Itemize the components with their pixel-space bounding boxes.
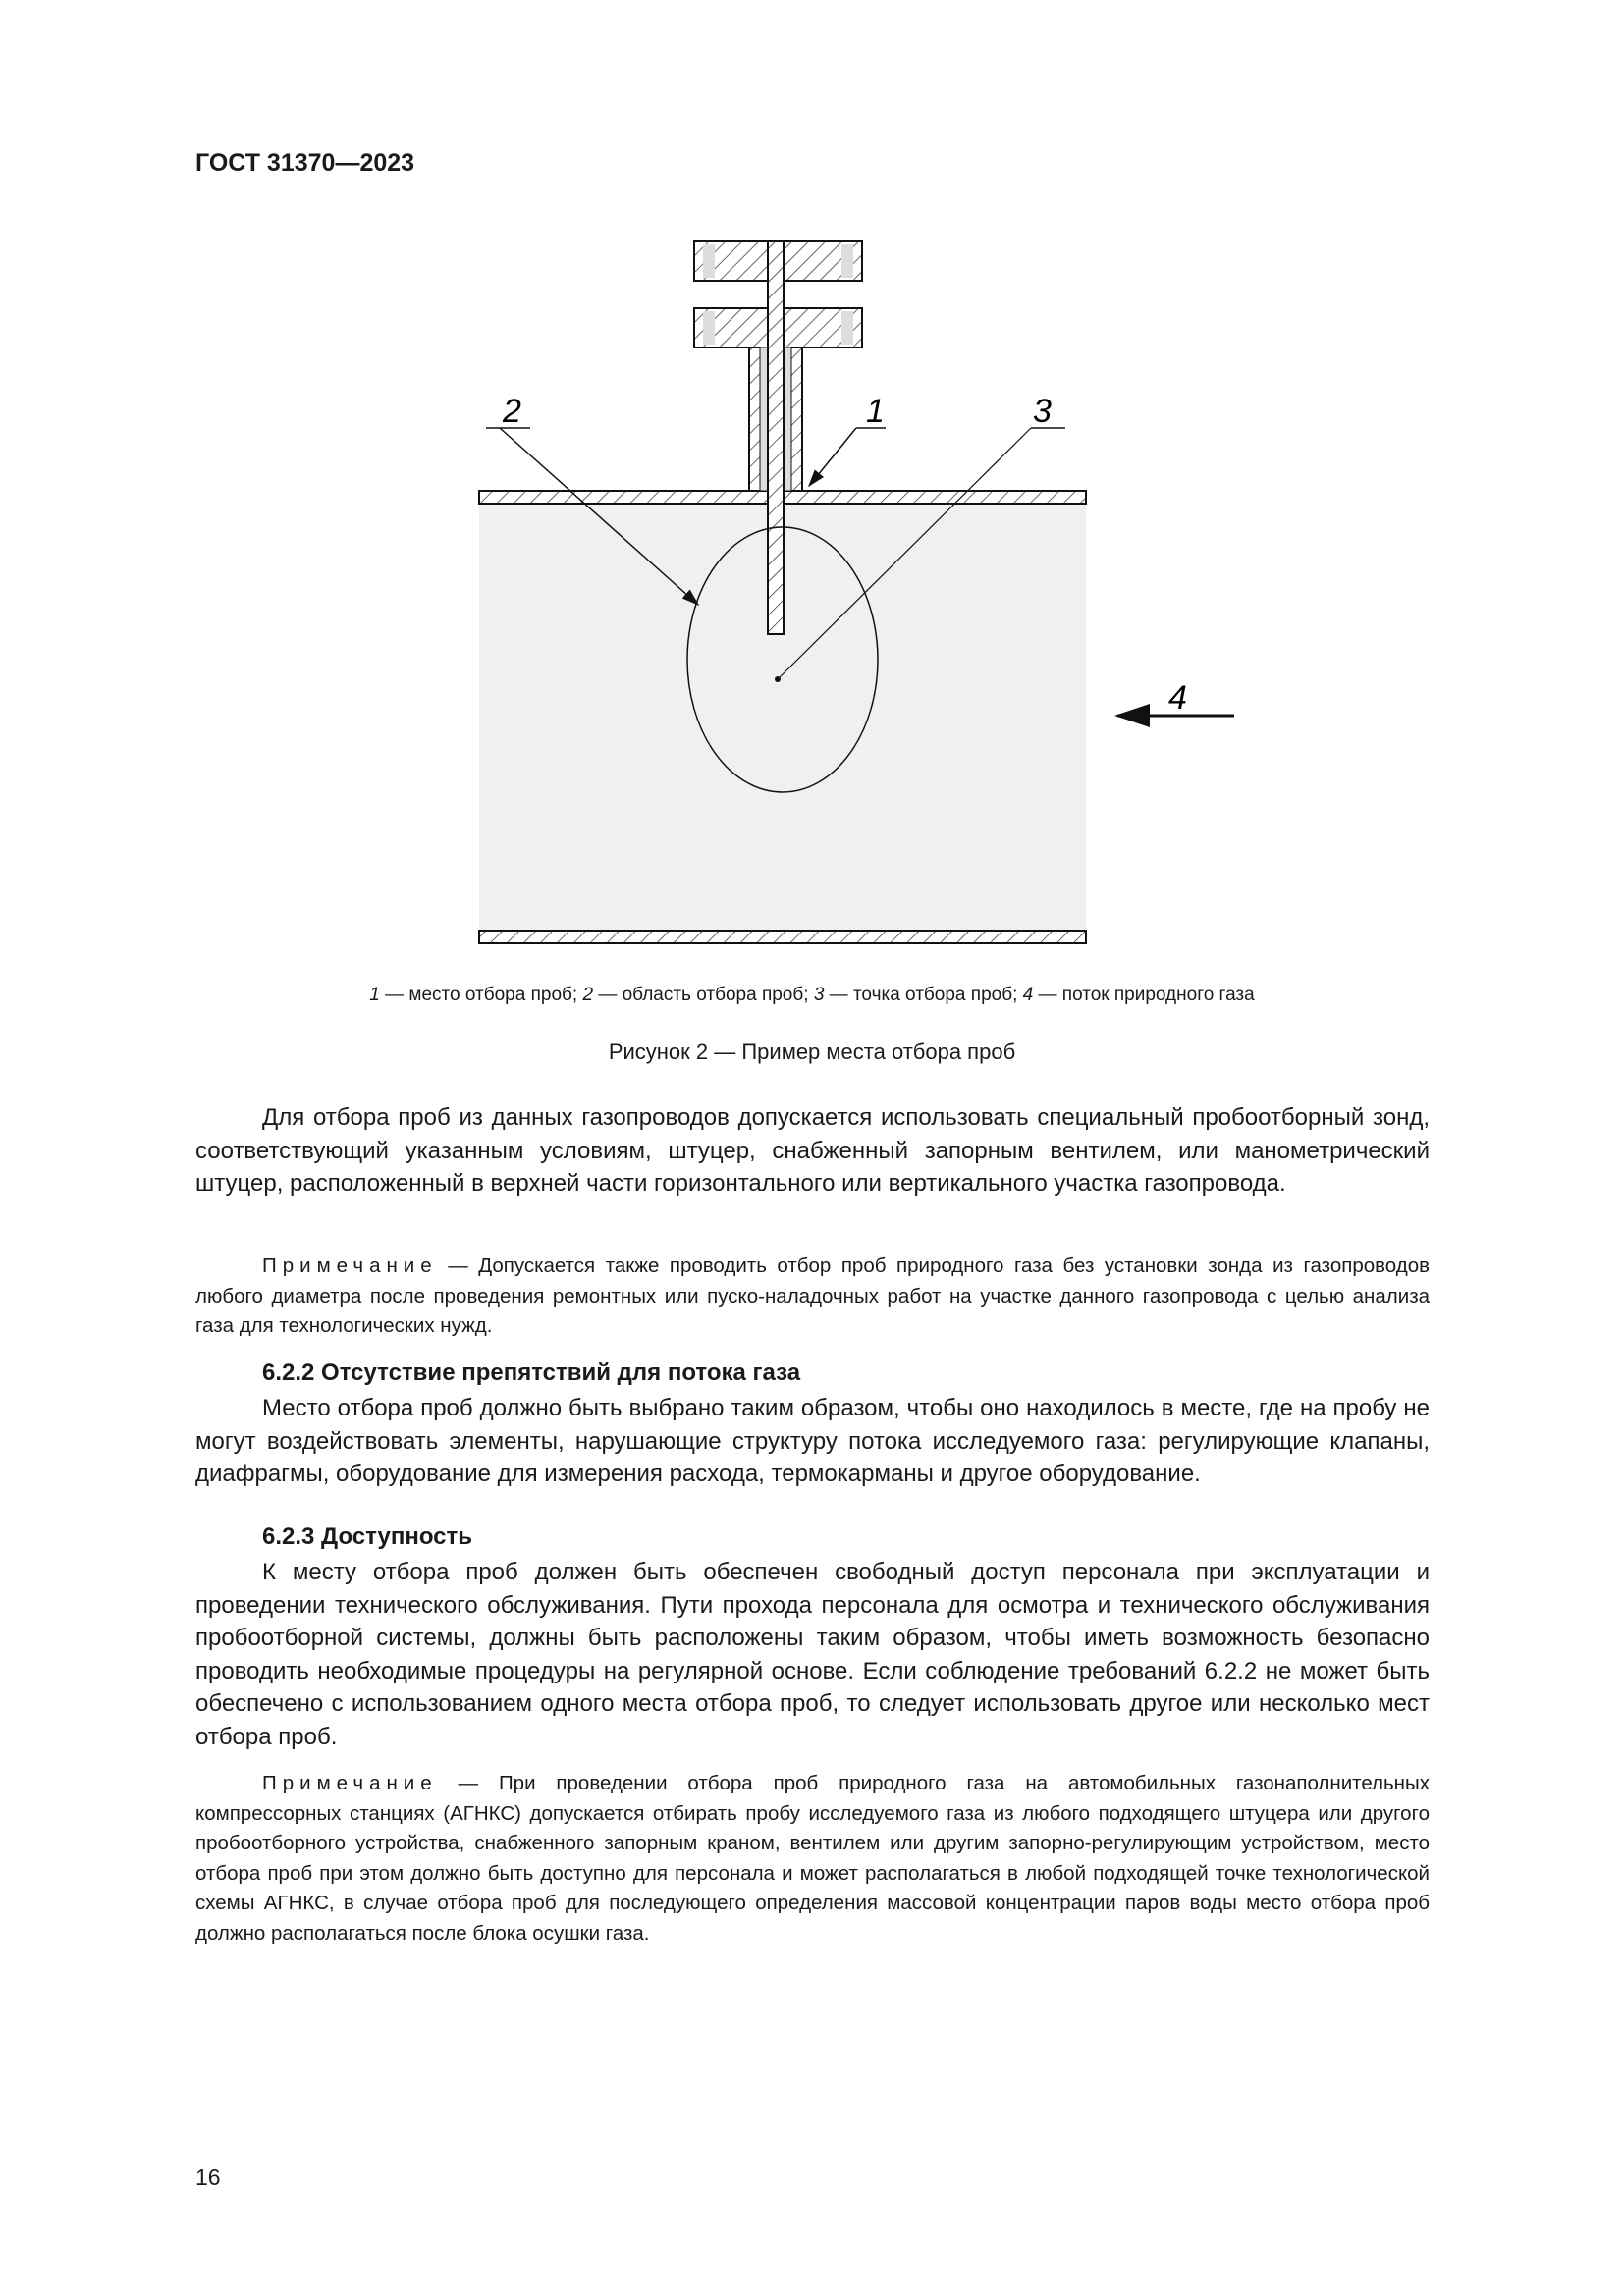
- document-header: ГОСТ 31370—2023: [195, 149, 415, 177]
- label-3: 3: [1033, 393, 1052, 430]
- figure-legend: 1 — место отбора проб; 2 — область отбора проб; 3 — точка отбора проб; 4 — поток природного газа: [369, 985, 1255, 1005]
- paragraph: Место отбора проб должно быть выбрано таким образом, чтобы оно находилось в месте, где на пробу не могут воздействовать элементы, нарушающие структуру потока исследуемого газа: регулирующие клапаны, диафрагмы, оборудование для измерения расхода, термокарманы и другое оборудование.: [195, 1395, 1430, 1487]
- page-number: 16: [195, 2164, 221, 2190]
- figure-sampling-point-diagram: [0, 0, 1624, 982]
- section-heading-6-2-2: 6.2.2 Отсутствие препятствий для потока газа: [262, 1360, 801, 1386]
- pipe-bottom-wall: [479, 931, 1086, 943]
- sampling-probe: [768, 241, 784, 634]
- label-4: 4: [1168, 679, 1187, 717]
- label-2: 2: [503, 393, 521, 430]
- label-1: 1: [866, 393, 885, 430]
- note: Примечание — Допускается также проводить отбор проб природного газа без установки зонда из газопроводов любого диаметра после проведения ремонтных или пуско-наладочных работ на участке данного газопровода с целью анализа газа для технологических нужд.: [195, 1255, 1430, 1337]
- section-heading-6-2-3: 6.2.3 Доступность: [262, 1523, 473, 1550]
- figure-title: Рисунок 2 — Пример места отбора проб: [608, 1040, 1016, 1064]
- note: Примечание — При проведении отбора проб природного газа на автомобильных газонаполнительных компрессорных станциях (АГНКС) допускается отбирать пробу исследуемого газа из любого подходящего штуцера или другого пробоотборного устройства, снабженного запорным краном, вентилем или другим запорно-регулирующим устройством, место отбора проб при этом должно быть доступно для персонала и может располагаться в любой подходящей точке технологической схемы АГНКС, в случае отбора проб для последующего определения массовой концентрации паров воды место отбора проб должно располагаться после блока осушки газа.: [195, 1772, 1430, 1945]
- paragraph: К месту отбора проб должен быть обеспечен свободный доступ персонала при эксплуатации и проведении технического обслуживания. Пути прохода персонала для осмотра и технического обслуживания пробоотборной системы, должны быть расположены таким образом, чтобы иметь возможность безопасно проводить необходимые процедуры на регулярной основе. Если соблюдение требований 6.2.2 не может быть обеспечено с использованием одного места отбора проб, то следует использовать другое или несколько мест отбора проб.: [195, 1559, 1430, 1750]
- paragraph: Для отбора проб из данных газопроводов допускается использовать специальный пробоотборный зонд, соответствующий указанным условиям, штуцер, снабженный запорным вентилем, или манометрический штуцер, расположенный в верхней части горизонтального или вертикального участка газопровода.: [195, 1104, 1430, 1197]
